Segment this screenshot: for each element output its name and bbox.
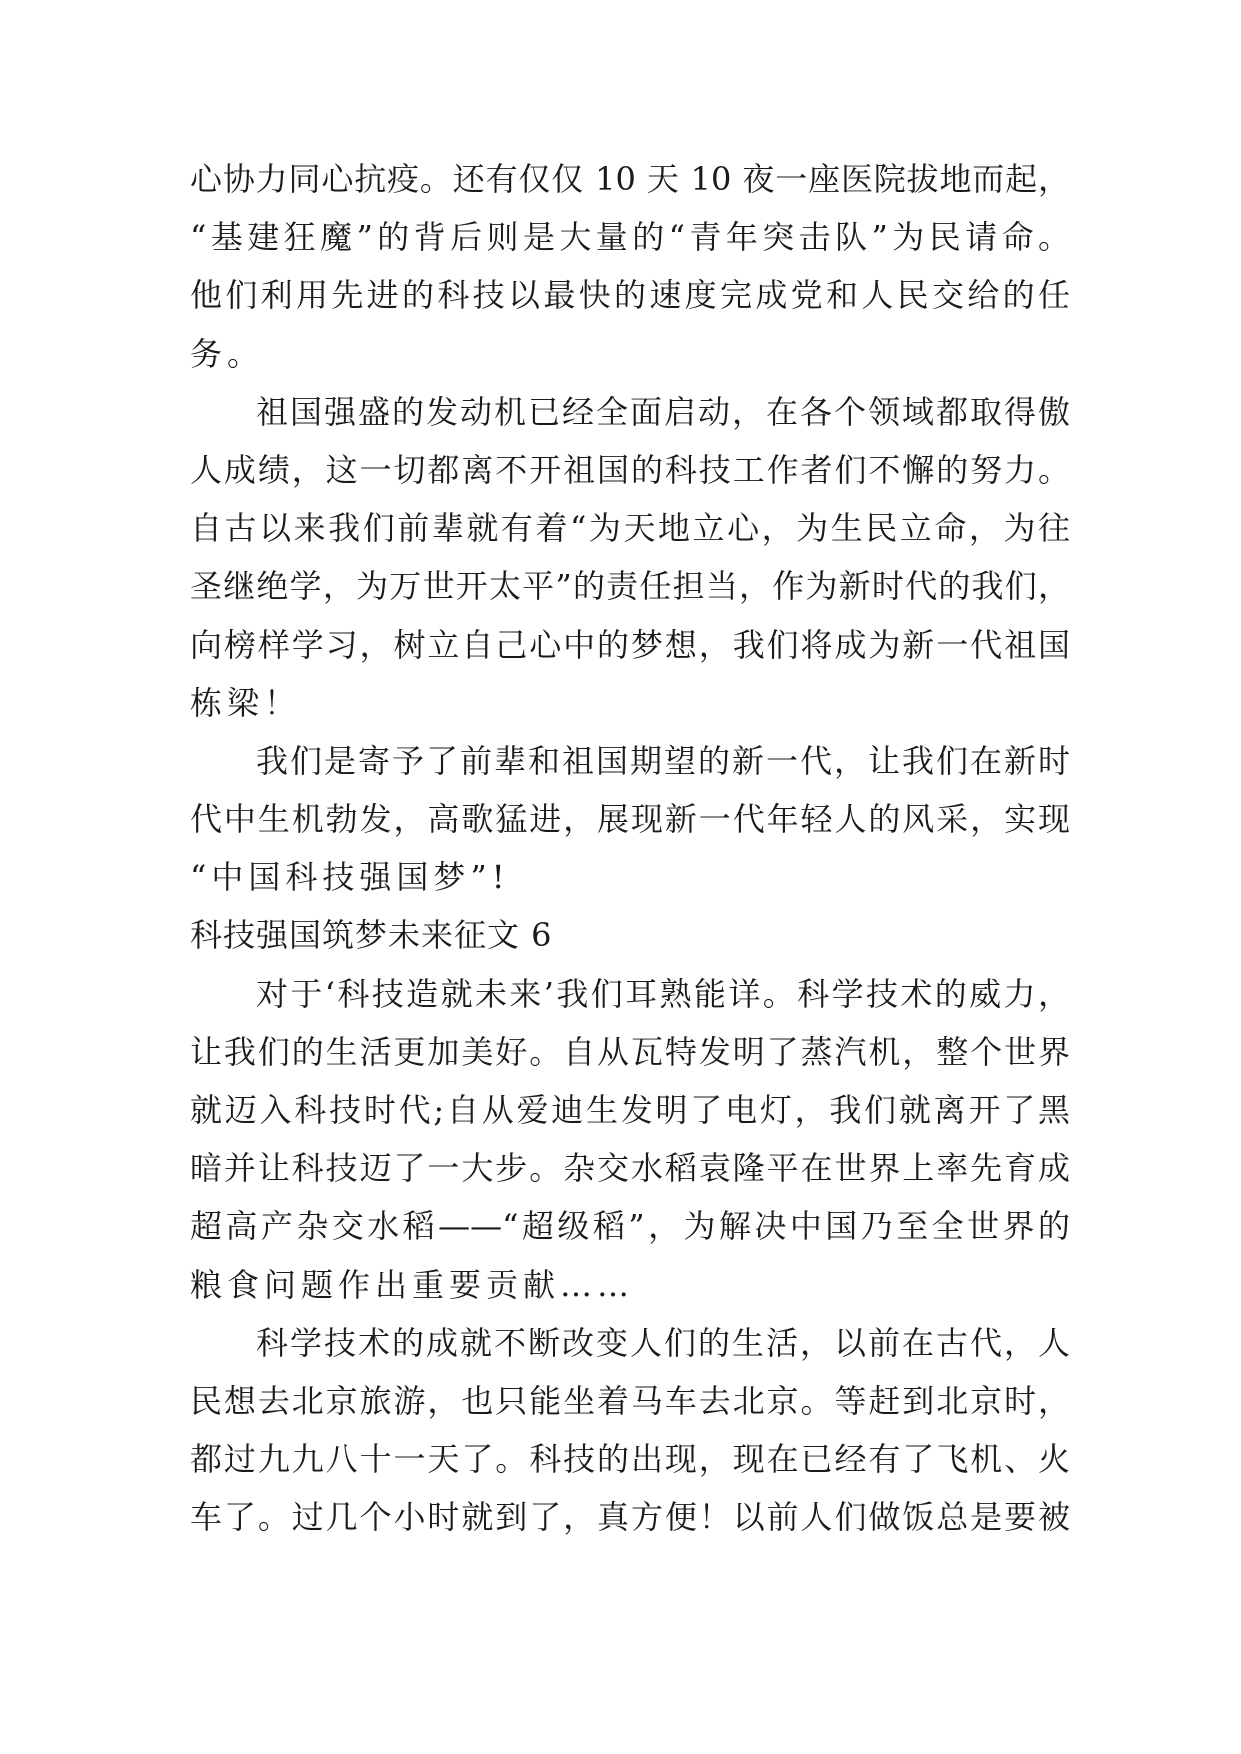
text-line: 我们是寄予了前辈和祖国期望的新一代，让我们在新时 bbox=[256, 741, 1070, 780]
text-line: 心协力同心抗疫。还有仅仅 10 天 10 夜一座医院拔地而起， bbox=[190, 160, 1070, 198]
text-line: 对于‘科技造就未来’我们耳熟能详。科学技术的威力， bbox=[256, 974, 1070, 1013]
text-line: 祖国强盛的发动机已经全面启动，在各个领域都取得傲 bbox=[256, 392, 1070, 431]
text-line: 务。 bbox=[190, 334, 265, 373]
text-line: 超高产杂交水稻——“超级稻”，为解决中国乃至全世界的 bbox=[190, 1207, 1070, 1246]
text-line: 圣继绝学，为万世开太平”的责任担当，作为新时代的我们， bbox=[190, 567, 1070, 606]
text-line: 就迈入科技时代;自从爱迪生发明了电灯，我们就离开了黑 bbox=[190, 1091, 1070, 1129]
section-heading: 科技强国筑梦未来征文 6 bbox=[190, 916, 553, 955]
text-line: 让我们的生活更加美好。自从瓦特发明了蒸汽机，整个世界 bbox=[190, 1032, 1070, 1071]
text-line: 人成绩，这一切都离不开祖国的科技工作者们不懈的努力。 bbox=[190, 450, 1070, 489]
text-line: “基建狂魔”的背后则是大量的“青年突击队”为民请命。 bbox=[190, 218, 1070, 257]
text-line: 都过九九八十一天了。科技的出现，现在已经有了飞机、火 bbox=[190, 1440, 1070, 1479]
text-line: 科学技术的成就不断改变人们的生活，以前在古代，人 bbox=[256, 1323, 1070, 1362]
text-line: 向榜样学习，树立自己心中的梦想，我们将成为新一代祖国 bbox=[190, 625, 1070, 664]
text-line: 栋梁！ bbox=[190, 683, 302, 722]
document-body bbox=[190, 157, 1070, 1554]
text-line: 他们利用先进的科技以最快的速度完成党和人民交给的任 bbox=[190, 276, 1070, 315]
text-line: 粮食问题作出重要贡献…… bbox=[190, 1265, 635, 1304]
text-line: 代中生机勃发，高歌猛进，展现新一代年轻人的风采，实现 bbox=[190, 800, 1070, 839]
text-line: 车了。过几个小时就到了，真方便！以前人们做饭总是要被 bbox=[190, 1498, 1070, 1537]
text-line: 民想去北京旅游，也只能坐着马车去北京。等赶到北京时， bbox=[190, 1381, 1070, 1420]
text-line: “中国科技强国梦”! bbox=[190, 858, 510, 897]
text-line: 暗并让科技迈了一大步。杂交水稻袁隆平在世界上率先育成 bbox=[190, 1149, 1070, 1188]
text-line: 自古以来我们前辈就有着“为天地立心，为生民立命，为往 bbox=[190, 509, 1070, 548]
